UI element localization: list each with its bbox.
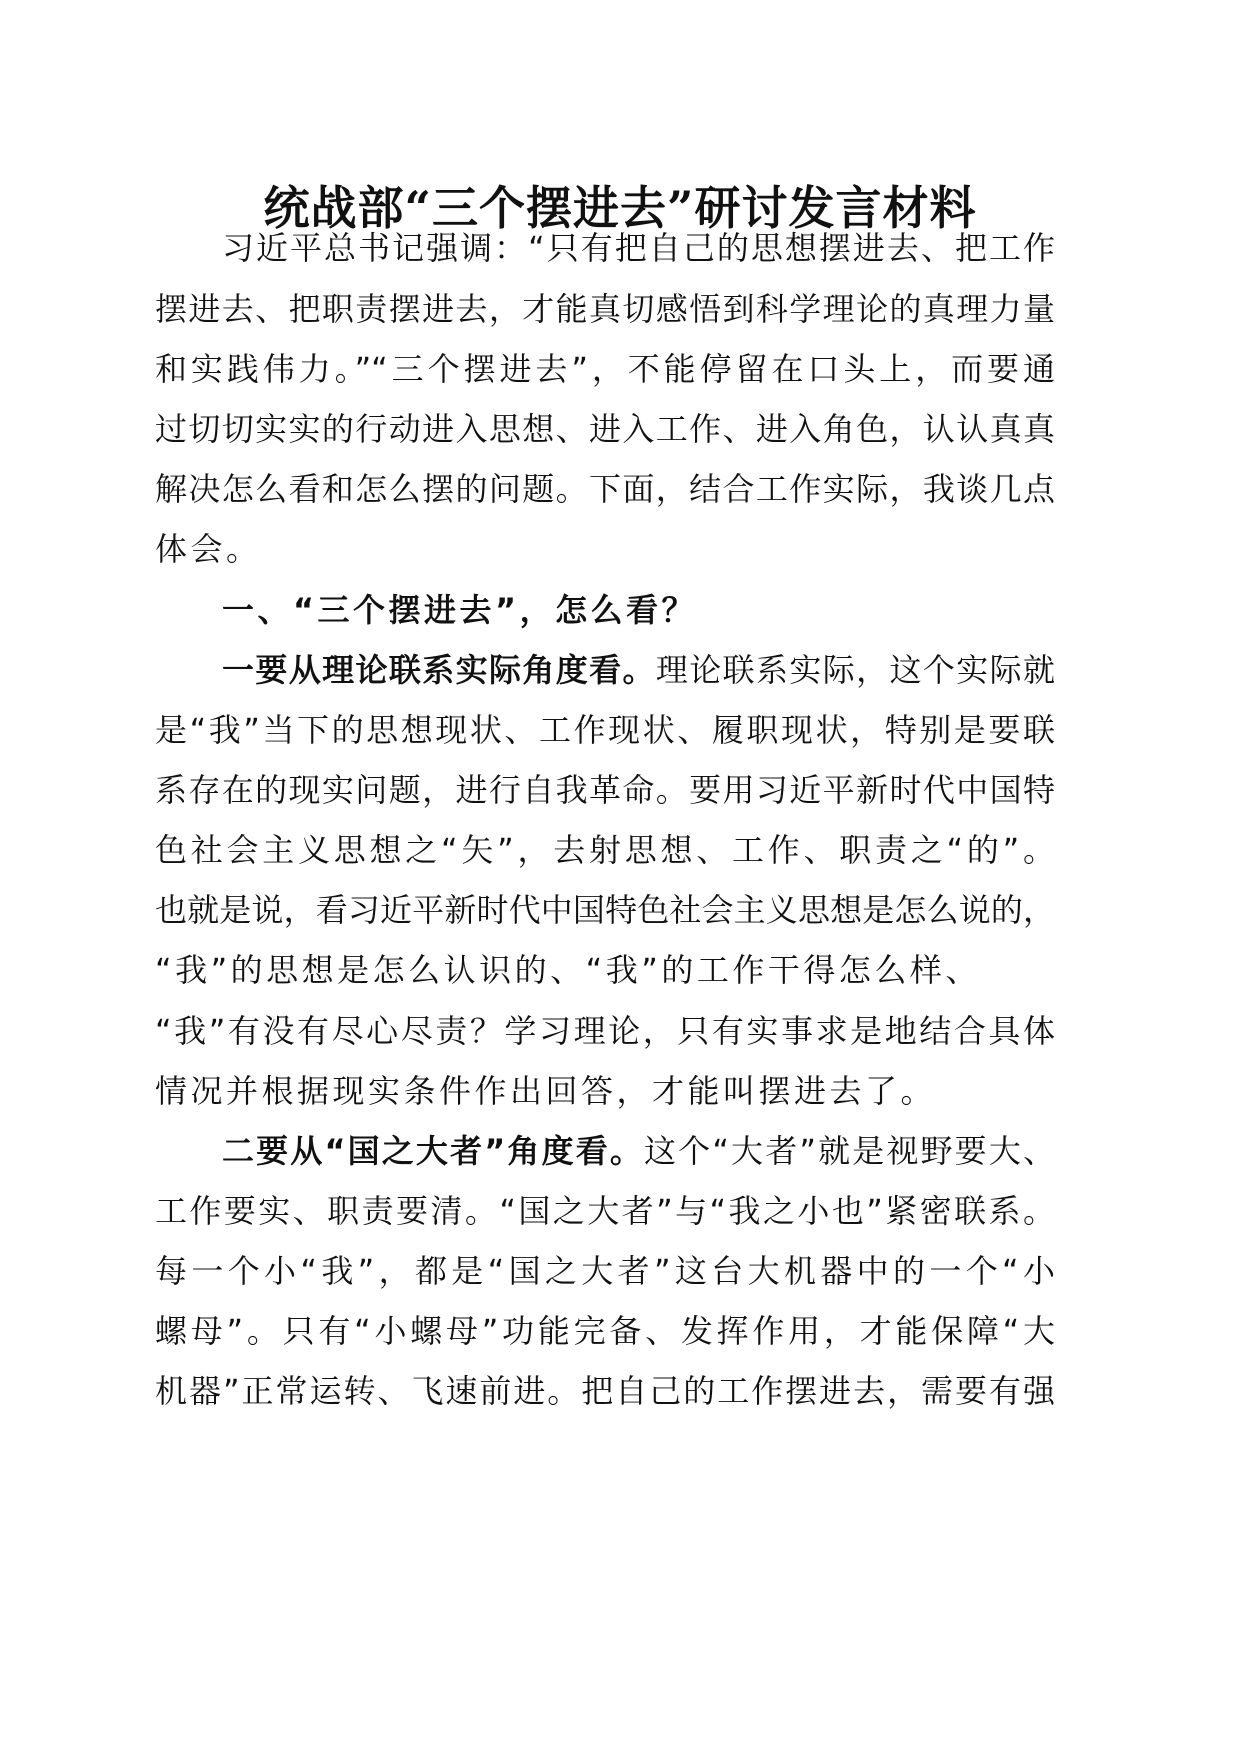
para2-first-rest: 这个“大者”就是视野要大、 bbox=[644, 1132, 1055, 1170]
para2-line-1 bbox=[222, 1129, 1055, 1173]
para1-first-rest: 理论联系实际，这个实际就 bbox=[655, 651, 1055, 689]
para1-line-1 bbox=[222, 648, 1055, 692]
para1-lead: 一要从理论联系实际角度看。 bbox=[222, 651, 656, 689]
para2-line-5: 机器”正常运转、飞速前进。把自己的工作摆进去，需要有强 bbox=[155, 1372, 1055, 1410]
para1-line-6: “我”的思想是怎么认识的、“我”的工作干得怎么样、 bbox=[155, 951, 981, 989]
intro-line-4: 过切切实实的行动进入思想、进入工作、进入角色，认认真真 bbox=[155, 410, 1055, 448]
document-title: 统战部“三个摆进去”研讨发言材料 bbox=[263, 181, 977, 235]
section-heading-1: 一、“三个摆进去”，怎么看？ bbox=[222, 591, 698, 629]
para2-line-4: 螺母”。只有“小螺母”功能完备、发挥作用，才能保障“大 bbox=[155, 1312, 1055, 1350]
para2-line-2: 工作要实、职责要清。“国之大者”与“我之小也”紧密联系。 bbox=[155, 1192, 1055, 1230]
intro-line-3: 和实践伟力。”“三个摆进去”，不能停留在口头上，而要通 bbox=[155, 350, 1055, 388]
para1-line-2: 是“我”当下的思想现状、工作现状、履职现状，特别是要联 bbox=[155, 711, 1055, 749]
intro-line-2: 摆进去、把职责摆进去，才能真切感悟到科学理论的真理力量 bbox=[155, 290, 1055, 328]
para2-line-3: 每一个小“我”，都是“国之大者”这台大机器中的一个“小 bbox=[155, 1252, 1055, 1290]
intro-line-6: 体会。 bbox=[155, 530, 262, 568]
para1-line-7: “我”有没有尽心尽责？学习理论，只有实事求是地结合具体 bbox=[155, 1012, 1055, 1050]
para1-line-4: 色社会主义思想之“矢”，去射思想、工作、职责之“的”。 bbox=[155, 831, 1055, 869]
para1-line-5: 也就是说，看习近平新时代中国特色社会主义思想是怎么说的， bbox=[155, 891, 1055, 929]
para1-line-3: 系存在的现实问题，进行自我革命。要用习近平新时代中国特 bbox=[155, 771, 1055, 809]
intro-line-5: 解决怎么看和怎么摆的问题。下面，结合工作实际，我谈几点 bbox=[155, 470, 1055, 508]
para1-line-8: 情况并根据现实条件作出回答，才能叫摆进去了。 bbox=[155, 1072, 937, 1110]
intro-line-1: 习近平总书记强调：“只有把自己的思想摆进去、把工作 bbox=[222, 229, 1055, 267]
para2-lead: 二要从“国之大者”角度看。 bbox=[222, 1132, 645, 1170]
